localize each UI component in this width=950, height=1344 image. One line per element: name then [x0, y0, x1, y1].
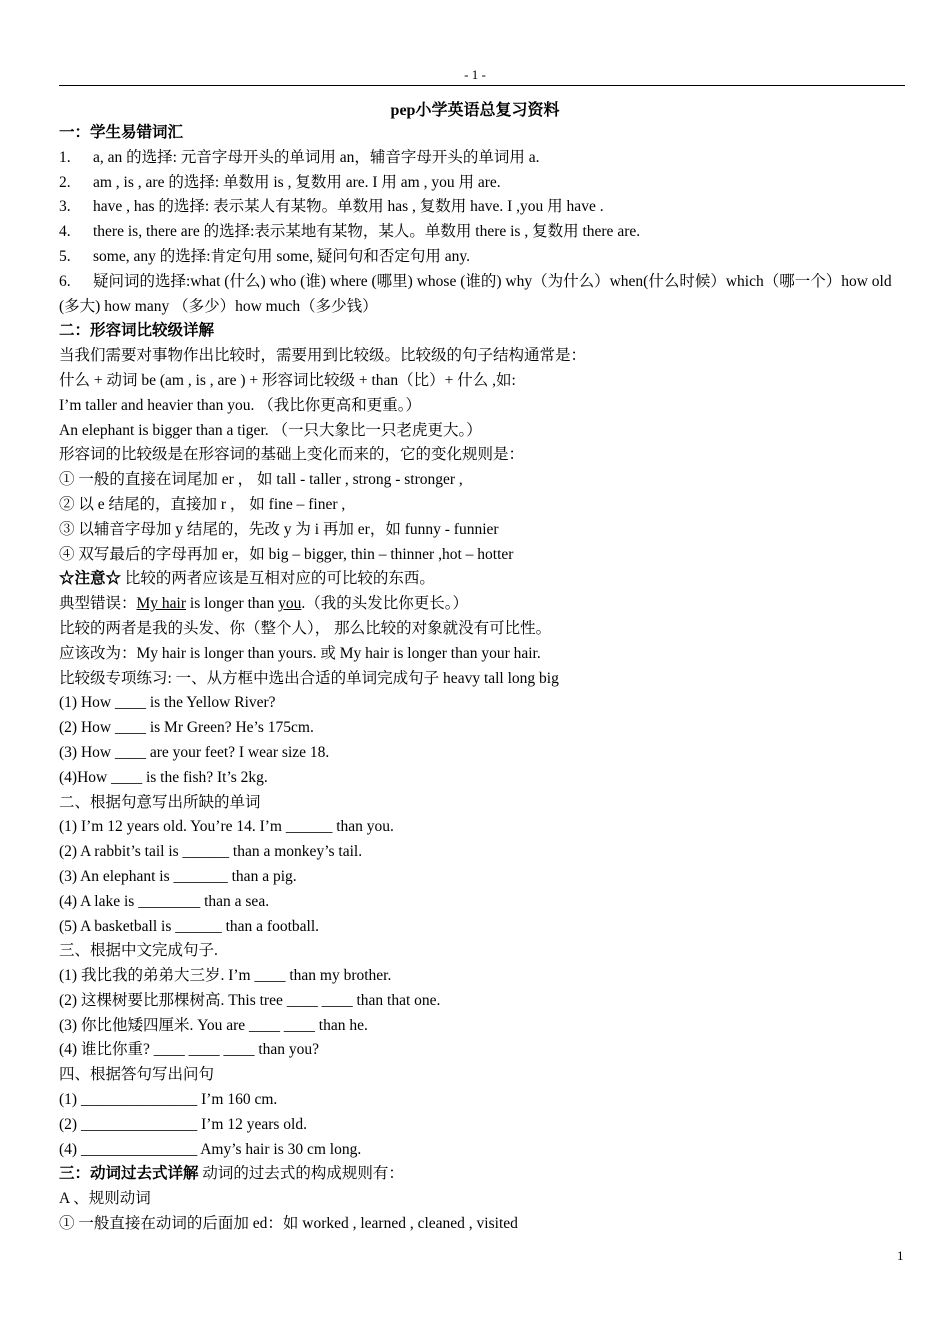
document-body — [59, 121, 905, 1237]
exercise-item: (4) _______________ Amy’s hair is 30 cm long. — [59, 1140, 362, 1158]
list-item: 2. am , is , are 的选择: 单数用 is , 复数用 are. I 用 am , you 用 are. — [59, 173, 501, 191]
exercise-item: (5) A basketball is ______ than a football. — [59, 917, 320, 935]
text-line: A 、规则动词 — [59, 1190, 151, 1208]
exercise-item: (1) 我比我的弟弟大三岁. I’m ____ than my brother. — [59, 967, 392, 985]
section3-heading-line: 三：动词过去式详解 动词的过去式的构成规则有： — [59, 1165, 404, 1183]
text-line: An elephant is bigger than a tiger. （一只大象比一只老虎更大。） — [59, 421, 482, 439]
list-item: 4. there is, there are 的选择:表示某地有某物，某人。单数用 there is , 复数用 there are. — [59, 223, 641, 241]
exercise-item: (3) How ____ are your feet? I wear size 18. — [59, 743, 330, 761]
exercise-item: (2) 这棵树要比那棵树高. This tree ____ ____ than that one. — [59, 991, 441, 1009]
text-line: 什么 + 动词 be (am , is , are ) + 形容词比较级 + than（比）+ 什么 ,如: — [59, 371, 516, 389]
text-line: I’m taller and heavier than you. （我比你更高和更重。） — [59, 396, 422, 414]
exercise-item: (2) _______________ I’m 12 years old. — [59, 1115, 307, 1133]
document-title: pep小学英语总复习资料 — [390, 102, 560, 119]
page-header-marker: - 1 - — [464, 67, 486, 82]
note-label: ☆注意☆ — [59, 570, 122, 588]
list-item: 6. 疑问词的选择:what (什么) who (谁) where (哪里) whose (谁的) why（为什么）when(什么时候）which（哪一个）how old (多大) how many （多少）how much（多少钱） — [59, 272, 892, 315]
list-item: 1. a, an 的选择: 元音字母开头的单词用 an，辅音字母开头的单词用 a. — [59, 148, 540, 166]
section3-heading: 三：动词过去式详解 — [59, 1165, 199, 1183]
rule-line: ③ 以辅音字母加 y 结尾的，先改 y 为 i 再加 er，如 funny - funnier — [59, 520, 499, 538]
text-line: ① 一般直接在动词的后面加 ed：如 worked , learned , cleaned , visited — [59, 1215, 518, 1233]
exercise-item: (3) An elephant is _______ than a pig. — [59, 867, 297, 885]
exercise-item: (4) A lake is ________ than a sea. — [59, 892, 270, 910]
text-line: 当我们需要对事物作出比较时，需要用到比较级。比较级的句子结构通常是： — [59, 347, 587, 365]
rule-line: ② 以 e 结尾的，直接加 r ， 如 fine – finer , — [59, 495, 346, 513]
section1-heading: 一：学生易错词汇 — [59, 124, 184, 141]
list-item: 5. some, any 的选择:肯定句用 some, 疑问句和否定句用 any. — [59, 247, 470, 265]
exercise-heading: 比较级专项练习: 一、从方框中选出合适的单词完成句子 heavy tall long big — [59, 669, 559, 687]
exercise-item: (3) 你比他矮四厘米. You are ____ ____ than he. — [59, 1016, 368, 1034]
list-item: 3. have , has 的选择: 表示某人有某物。单数用 has , 复数用 have. I ,you 用 have . — [59, 198, 604, 216]
header-rule — [59, 85, 905, 86]
exercise-item: (4) 谁比你重? ____ ____ ____ than you? — [59, 1041, 320, 1059]
exercise-heading: 四、根据答句写出问句 — [59, 1066, 215, 1084]
exercise-item: (1) I’m 12 years old. You’re 14. I’m ______ than you. — [59, 818, 394, 836]
page-number: 1 — [897, 1248, 904, 1263]
exercise-item: (2) A rabbit’s tail is ______ than a monkey’s tail. — [59, 843, 363, 861]
section2-heading: 二：形容词比较级详解 — [59, 322, 215, 340]
note-line: ☆注意☆ 比较的两者应该是互相对应的可比较的东西。 — [59, 570, 435, 588]
text-line: 形容词的比较级是在形容词的基础上变化而来的，它的变化规则是： — [59, 446, 525, 464]
exercise-heading: 二、根据句意写出所缺的单词 — [59, 793, 261, 811]
exercise-item: (4)How ____ is the fish? It’s 2kg. — [59, 768, 268, 786]
typical-error-line: 典型错误：My hair is longer than you.（我的头发比你更长。） — [59, 595, 469, 613]
exercise-heading: 三、根据中文完成句子. — [59, 942, 218, 960]
exercise-item: (1) How ____ is the Yellow River? — [59, 694, 276, 712]
exercise-item: (1) _______________ I’m 160 cm. — [59, 1091, 278, 1109]
exercise-item: (2) How ____ is Mr Green? He’s 175cm. — [59, 719, 314, 737]
rule-line: ① 一般的直接在词尾加 er ， 如 tall - taller , strong - stronger , — [59, 471, 463, 489]
rule-line: ④ 双写最后的字母再加 er，如 big – bigger, thin – thinner ,hot – hotter — [59, 545, 514, 563]
text-line: 应该改为：My hair is longer than yours. 或 My hair is longer than your hair. — [59, 644, 541, 662]
text-line: 比较的两者是我的头发、你（整个人）， 那么比较的对象就没有可比性。 — [59, 619, 552, 637]
